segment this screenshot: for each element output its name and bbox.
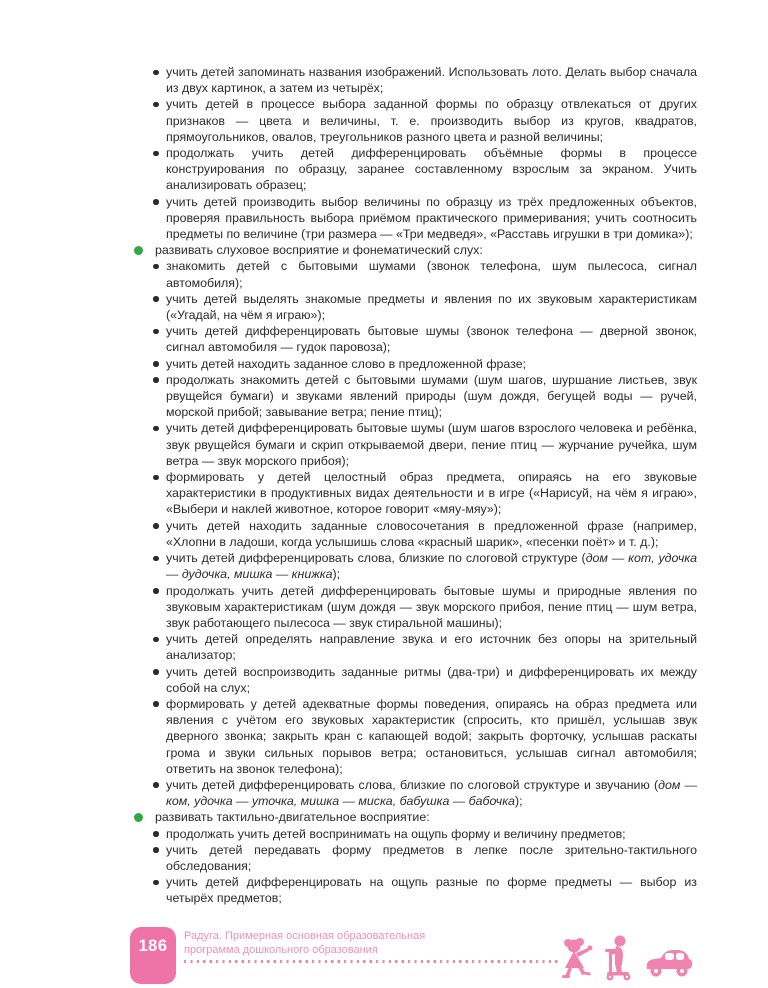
list-item-text: учить детей дифференцировать слова, близкие по слоговой структуре (дом — кот, удочка — дудочка, мишка — книжка); xyxy=(166,551,697,582)
bullet-icon xyxy=(153,329,159,335)
page-number-tab xyxy=(130,927,176,984)
child-on-scooter-icon xyxy=(603,935,635,981)
list-item xyxy=(133,356,697,372)
list-item xyxy=(133,842,697,874)
list-item xyxy=(133,809,697,825)
list-item-text: продолжать учить детей дифференцировать объёмные формы в процессе конструирования по образцу, заранее составленному взрослым за экраном. Учить анализировать образец; xyxy=(166,146,697,193)
footer-title xyxy=(184,930,514,957)
list-item-text: формировать у детей целостный образ предмета, опираясь на его звуковые характеристики в продуктивных видах деятельности и в игре («Нарисуй, на чём я играю», «Выбери и наклей животное, которое говорит «мяу-мяу»); xyxy=(166,470,697,517)
list-item-text: формировать у детей адекватные формы поведения, опираясь на образ предмета или явления с учётом его звуковых характеристик (спросить, кто пришёл, услышав звук дверного звонка; закрыть кран с капающей водой; закрыть форточку, услышав раскаты грома и звуки сильных порывов ветра; остановиться, услышав сигнал автомобиля; ответить на звонок телефона); xyxy=(166,696,697,776)
footer-title-line2: программа дошкольного образования xyxy=(184,943,378,956)
list-item-text: учить детей дифференцировать бытовые шумы (шум шагов взрослого человека и ребёнка, звук рвущейся бумаги и скрип открываемой двери, пение птиц — журчание ручейка, шум ветра — звук морского прибоя); xyxy=(166,421,697,468)
list-item-text: учить детей дифференцировать на ощупь разные по форме предметы — выбор из четырёх предметов; xyxy=(166,875,697,906)
list-item-text: учить детей в процессе выбора заданной формы по образцу отвлекаться от других признаков — цвета и величины, т. е. производить выбор из кругов, квадратов, прямоугольников, овалов, треугольников разного цвета и разной величины; xyxy=(166,97,697,144)
bullet-icon xyxy=(153,523,159,529)
list-item xyxy=(133,258,697,290)
list-item xyxy=(133,826,697,842)
bullet-icon xyxy=(153,361,159,367)
bullet-icon xyxy=(153,556,159,562)
bullet-icon xyxy=(153,70,159,76)
bullet-icon xyxy=(153,296,159,302)
bullet-icon xyxy=(153,102,159,108)
green-bullet-icon xyxy=(134,813,143,822)
list-item xyxy=(133,874,697,906)
bullet-icon xyxy=(153,475,159,481)
bullet-icon xyxy=(153,588,159,594)
car-icon xyxy=(644,947,694,978)
bullet-icon xyxy=(153,669,159,675)
list-item xyxy=(133,242,697,258)
list-item-text: продолжать учить детей воспринимать на ощупь форму и величину предметов; xyxy=(166,826,626,841)
bullet-icon xyxy=(153,782,159,788)
list-item-text: развивать тактильно-двигательное восприятие: xyxy=(155,810,430,825)
list-item-text: знакомить детей с бытовыми шумами (звонок телефона, шум пылесоса, сигнал автомобиля); xyxy=(166,259,697,290)
list-item-text: учить детей дифференцировать бытовые шумы (звонок телефона — дверной звонок, сигнал автомобиля — гудок паровоза); xyxy=(166,324,697,355)
list-item-text: учить детей передавать форму предметов в лепке после зрительно-тактильного обследования; xyxy=(166,842,697,873)
list-item xyxy=(133,145,697,194)
bullet-icon xyxy=(153,199,159,205)
list-item xyxy=(133,583,697,632)
list-item-text: развивать слуховое восприятие и фонематический слух: xyxy=(155,243,483,258)
list-item-text: учить детей запоминать названия изображений. Использовать лото. Делать выбор сначала из двух картинок, а затем из четырёх; xyxy=(166,65,697,96)
list-item xyxy=(133,194,697,243)
list-item xyxy=(133,323,697,355)
list-item-text: учить детей производить выбор величины по образцу из трёх предложенных объектов, проверяя правильность выбора приёмом практического примеривания; учить соотносить предметы по величине (три размера — «Три медведя», «Расставь игрушки в три домика»); xyxy=(166,194,697,242)
walking-girl-icon xyxy=(560,936,594,980)
list-item xyxy=(133,96,697,145)
bullet-list xyxy=(133,64,697,907)
list-item-text: продолжать учить детей дифференцировать бытовые шумы и природные явления по звуковым характеристикам (шум дождя — звук морского прибоя, пение птиц — шум ветра, звук работающего пылесоса — звук стиральной машины); xyxy=(166,583,697,630)
list-item-text: продолжать знакомить детей с бытовыми шумами (шум шагов, шуршание листьев, звук рвущейся бумаги) и звуками явлений природы (шум дождя, бегущей воды — ручей, морской прибой; завывание ветра; пение птиц); xyxy=(166,372,697,420)
bullet-icon xyxy=(153,264,159,270)
bullet-icon xyxy=(153,377,159,383)
list-item xyxy=(133,469,697,518)
page-number: 186 xyxy=(138,937,168,955)
dotted-separator xyxy=(184,960,558,963)
list-item xyxy=(133,518,697,550)
list-item xyxy=(133,372,697,421)
list-item xyxy=(133,550,697,582)
list-item xyxy=(133,664,697,696)
list-item xyxy=(133,291,697,323)
list-item-text: учить детей находить заданное слово в предложенной фразе; xyxy=(166,356,527,371)
bullet-icon xyxy=(153,831,159,837)
bullet-icon xyxy=(153,880,159,886)
list-item-text: учить детей воспроизводить заданные ритмы (два-три) и дифференцировать их между собой на слух; xyxy=(166,664,697,695)
list-item xyxy=(133,64,697,96)
list-item xyxy=(133,631,697,663)
bullet-icon xyxy=(153,847,159,853)
list-item-text: учить детей выделять знакомые предметы и явления по их звуковым характеристикам («Угадай, на чём я играю»); xyxy=(166,291,697,323)
list-item xyxy=(133,696,697,777)
footer-title-line1: Радуга. Примерная основная образовательная xyxy=(184,930,426,942)
bullet-icon xyxy=(153,426,159,432)
bullet-icon xyxy=(153,637,159,643)
green-bullet-icon xyxy=(134,246,143,255)
list-item-text: учить детей дифференцировать слова, близкие по слоговой структуре и звучанию (дом — ком, удочка — уточка, мишка — миска, бабушка — бабочка); xyxy=(166,777,697,809)
list-item xyxy=(133,777,697,809)
list-item-text: учить детей находить заданные словосочетания в предложенной фразе (например, «Хлопни в ладоши, когда услышишь слова «красный шарик», «песенки поёт» и т. д.); xyxy=(166,518,697,549)
bullet-icon xyxy=(153,151,159,157)
bullet-icon xyxy=(153,701,159,707)
list-item-text: учить детей определять направление звука и его источник без опоры на зрительный анализатор; xyxy=(166,632,697,663)
list-item xyxy=(133,420,697,469)
